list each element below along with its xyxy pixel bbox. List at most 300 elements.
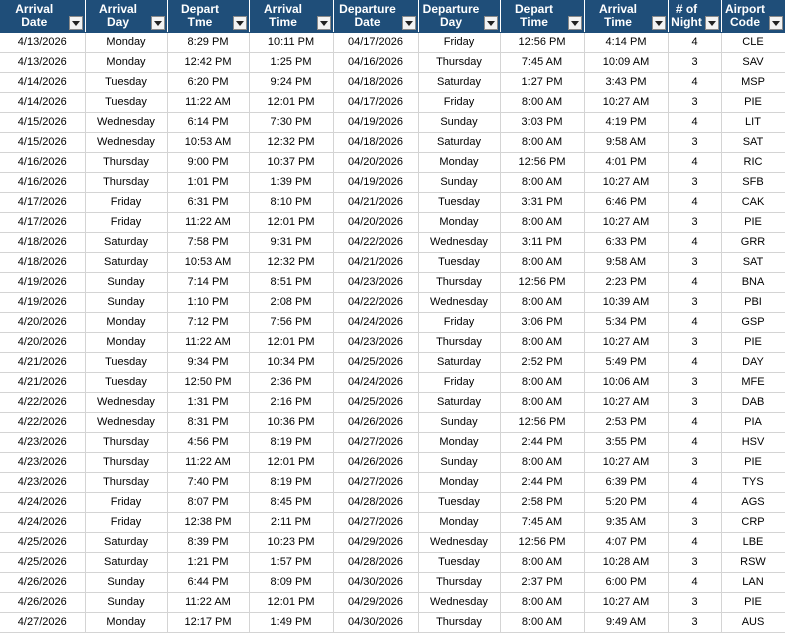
cell-airport-code[interactable]: PIE [721, 453, 785, 473]
cell-arrival-date[interactable]: 4/18/2026 [0, 253, 85, 273]
cell-arrival-time[interactable]: 1:25 PM [249, 53, 333, 73]
cell-arrival-date[interactable]: 4/19/2026 [0, 293, 85, 313]
cell-arrival-date[interactable]: 4/22/2026 [0, 393, 85, 413]
cell-departure-day[interactable]: Thursday [418, 573, 500, 593]
cell-airport-code[interactable]: SAV [721, 53, 785, 73]
cell-nights[interactable]: 4 [668, 533, 721, 553]
cell-arrival-day[interactable]: Tuesday [85, 353, 167, 373]
filter-dropdown-button[interactable] [69, 16, 83, 30]
cell-airport-code[interactable]: GRR [721, 233, 785, 253]
cell-return-arrival-time[interactable]: 6:39 PM [584, 473, 668, 493]
cell-arrival-time[interactable]: 12:01 PM [249, 333, 333, 353]
cell-return-depart-time[interactable]: 8:00 AM [500, 453, 584, 473]
cell-return-arrival-time[interactable]: 10:27 AM [584, 333, 668, 353]
cell-arrival-day[interactable]: Friday [85, 493, 167, 513]
cell-airport-code[interactable]: AGS [721, 493, 785, 513]
cell-arrival-day[interactable]: Sunday [85, 273, 167, 293]
cell-arrival-time[interactable]: 7:56 PM [249, 313, 333, 333]
cell-departure-date[interactable]: 04/25/2026 [333, 353, 418, 373]
cell-arrival-date[interactable]: 4/20/2026 [0, 313, 85, 333]
cell-nights[interactable]: 4 [668, 433, 721, 453]
cell-return-depart-time[interactable]: 8:00 AM [500, 253, 584, 273]
cell-nights[interactable]: 4 [668, 233, 721, 253]
cell-departure-date[interactable]: 04/17/2026 [333, 93, 418, 113]
cell-depart-time[interactable]: 7:14 PM [167, 273, 249, 293]
cell-nights[interactable]: 3 [668, 133, 721, 153]
cell-depart-time[interactable]: 4:56 PM [167, 433, 249, 453]
cell-departure-day[interactable]: Wednesday [418, 233, 500, 253]
filter-dropdown-button[interactable] [151, 16, 165, 30]
cell-airport-code[interactable]: CLE [721, 33, 785, 53]
cell-airport-code[interactable]: LAN [721, 573, 785, 593]
cell-arrival-day[interactable]: Wednesday [85, 133, 167, 153]
cell-arrival-time[interactable]: 10:23 PM [249, 533, 333, 553]
cell-arrival-time[interactable]: 9:24 PM [249, 73, 333, 93]
cell-nights[interactable]: 3 [668, 513, 721, 533]
cell-depart-time[interactable]: 8:07 PM [167, 493, 249, 513]
cell-departure-date[interactable]: 04/19/2026 [333, 113, 418, 133]
cell-nights[interactable]: 4 [668, 113, 721, 133]
cell-arrival-time[interactable]: 2:08 PM [249, 293, 333, 313]
cell-arrival-day[interactable]: Monday [85, 613, 167, 633]
filter-dropdown-button[interactable] [484, 16, 498, 30]
cell-airport-code[interactable]: PBI [721, 293, 785, 313]
cell-arrival-day[interactable]: Tuesday [85, 93, 167, 113]
cell-return-depart-time[interactable]: 8:00 AM [500, 213, 584, 233]
cell-arrival-time[interactable]: 7:30 PM [249, 113, 333, 133]
cell-departure-day[interactable]: Sunday [418, 413, 500, 433]
cell-return-arrival-time[interactable]: 10:28 AM [584, 553, 668, 573]
cell-nights[interactable]: 4 [668, 573, 721, 593]
cell-return-arrival-time[interactable]: 10:27 AM [584, 173, 668, 193]
cell-arrival-date[interactable]: 4/21/2026 [0, 373, 85, 393]
cell-return-depart-time[interactable]: 12:56 PM [500, 533, 584, 553]
cell-departure-date[interactable]: 04/27/2026 [333, 473, 418, 493]
cell-depart-time[interactable]: 12:50 PM [167, 373, 249, 393]
cell-arrival-date[interactable]: 4/15/2026 [0, 113, 85, 133]
cell-return-depart-time[interactable]: 7:45 AM [500, 513, 584, 533]
cell-arrival-date[interactable]: 4/25/2026 [0, 533, 85, 553]
cell-return-arrival-time[interactable]: 10:27 AM [584, 393, 668, 413]
cell-depart-time[interactable]: 7:12 PM [167, 313, 249, 333]
cell-return-depart-time[interactable]: 8:00 AM [500, 373, 584, 393]
cell-arrival-day[interactable]: Sunday [85, 293, 167, 313]
cell-return-arrival-time[interactable]: 4:01 PM [584, 153, 668, 173]
cell-nights[interactable]: 4 [668, 313, 721, 333]
cell-arrival-day[interactable]: Wednesday [85, 113, 167, 133]
cell-arrival-time[interactable]: 10:34 PM [249, 353, 333, 373]
cell-arrival-time[interactable]: 8:09 PM [249, 573, 333, 593]
cell-nights[interactable]: 4 [668, 353, 721, 373]
cell-return-depart-time[interactable]: 8:00 AM [500, 293, 584, 313]
cell-return-arrival-time[interactable]: 3:55 PM [584, 433, 668, 453]
cell-return-depart-time[interactable]: 12:56 PM [500, 33, 584, 53]
cell-arrival-day[interactable]: Thursday [85, 173, 167, 193]
cell-arrival-time[interactable]: 10:36 PM [249, 413, 333, 433]
cell-return-depart-time[interactable]: 8:00 AM [500, 333, 584, 353]
cell-arrival-time[interactable]: 9:31 PM [249, 233, 333, 253]
cell-return-arrival-time[interactable]: 10:09 AM [584, 53, 668, 73]
cell-return-arrival-time[interactable]: 2:23 PM [584, 273, 668, 293]
cell-airport-code[interactable]: HSV [721, 433, 785, 453]
cell-arrival-day[interactable]: Thursday [85, 453, 167, 473]
cell-airport-code[interactable]: BNA [721, 273, 785, 293]
cell-arrival-date[interactable]: 4/23/2026 [0, 473, 85, 493]
cell-departure-day[interactable]: Tuesday [418, 553, 500, 573]
filter-dropdown-button[interactable] [769, 16, 783, 30]
cell-arrival-time[interactable]: 1:39 PM [249, 173, 333, 193]
cell-arrival-time[interactable]: 12:01 PM [249, 213, 333, 233]
cell-nights[interactable]: 4 [668, 273, 721, 293]
cell-airport-code[interactable]: PIE [721, 213, 785, 233]
cell-depart-time[interactable]: 8:39 PM [167, 533, 249, 553]
cell-departure-date[interactable]: 04/24/2026 [333, 373, 418, 393]
cell-departure-day[interactable]: Wednesday [418, 533, 500, 553]
cell-depart-time[interactable]: 11:22 AM [167, 593, 249, 613]
cell-return-arrival-time[interactable]: 9:58 AM [584, 133, 668, 153]
cell-return-arrival-time[interactable]: 4:14 PM [584, 33, 668, 53]
cell-airport-code[interactable]: PIE [721, 593, 785, 613]
cell-departure-day[interactable]: Thursday [418, 273, 500, 293]
cell-airport-code[interactable]: SAT [721, 133, 785, 153]
cell-return-arrival-time[interactable]: 9:58 AM [584, 253, 668, 273]
cell-depart-time[interactable]: 12:38 PM [167, 513, 249, 533]
filter-dropdown-button[interactable] [233, 16, 247, 30]
cell-airport-code[interactable]: LBE [721, 533, 785, 553]
cell-arrival-date[interactable]: 4/19/2026 [0, 273, 85, 293]
cell-arrival-day[interactable]: Wednesday [85, 413, 167, 433]
cell-nights[interactable]: 4 [668, 153, 721, 173]
cell-arrival-date[interactable]: 4/17/2026 [0, 213, 85, 233]
cell-return-depart-time[interactable]: 3:06 PM [500, 313, 584, 333]
cell-return-arrival-time[interactable]: 3:43 PM [584, 73, 668, 93]
cell-departure-day[interactable]: Monday [418, 513, 500, 533]
cell-nights[interactable]: 4 [668, 493, 721, 513]
cell-arrival-time[interactable]: 12:01 PM [249, 93, 333, 113]
cell-return-depart-time[interactable]: 2:44 PM [500, 433, 584, 453]
cell-return-depart-time[interactable]: 2:44 PM [500, 473, 584, 493]
cell-arrival-date[interactable]: 4/26/2026 [0, 573, 85, 593]
cell-nights[interactable]: 3 [668, 613, 721, 633]
cell-return-arrival-time[interactable]: 4:19 PM [584, 113, 668, 133]
cell-arrival-date[interactable]: 4/16/2026 [0, 173, 85, 193]
cell-nights[interactable]: 4 [668, 473, 721, 493]
cell-departure-day[interactable]: Wednesday [418, 293, 500, 313]
cell-arrival-date[interactable]: 4/21/2026 [0, 353, 85, 373]
cell-departure-date[interactable]: 04/23/2026 [333, 333, 418, 353]
cell-departure-date[interactable]: 04/18/2026 [333, 73, 418, 93]
cell-depart-time[interactable]: 1:31 PM [167, 393, 249, 413]
cell-departure-day[interactable]: Friday [418, 93, 500, 113]
cell-arrival-day[interactable]: Saturday [85, 533, 167, 553]
cell-return-arrival-time[interactable]: 10:39 AM [584, 293, 668, 313]
cell-departure-date[interactable]: 04/27/2026 [333, 433, 418, 453]
cell-departure-day[interactable]: Monday [418, 213, 500, 233]
cell-arrival-date[interactable]: 4/24/2026 [0, 493, 85, 513]
cell-departure-date[interactable]: 04/21/2026 [333, 193, 418, 213]
cell-return-arrival-time[interactable]: 10:27 AM [584, 593, 668, 613]
cell-nights[interactable]: 3 [668, 333, 721, 353]
cell-airport-code[interactable]: LIT [721, 113, 785, 133]
cell-depart-time[interactable]: 11:22 AM [167, 333, 249, 353]
cell-departure-date[interactable]: 04/20/2026 [333, 213, 418, 233]
cell-return-depart-time[interactable]: 3:31 PM [500, 193, 584, 213]
cell-departure-day[interactable]: Sunday [418, 453, 500, 473]
cell-return-depart-time[interactable]: 8:00 AM [500, 133, 584, 153]
cell-airport-code[interactable]: DAB [721, 393, 785, 413]
cell-arrival-time[interactable]: 10:37 PM [249, 153, 333, 173]
cell-departure-date[interactable]: 04/30/2026 [333, 613, 418, 633]
cell-arrival-day[interactable]: Monday [85, 333, 167, 353]
cell-arrival-day[interactable]: Thursday [85, 433, 167, 453]
cell-return-depart-time[interactable]: 12:56 PM [500, 273, 584, 293]
cell-nights[interactable]: 3 [668, 373, 721, 393]
cell-return-arrival-time[interactable]: 6:33 PM [584, 233, 668, 253]
filter-dropdown-button[interactable] [705, 16, 719, 30]
cell-airport-code[interactable]: RIC [721, 153, 785, 173]
cell-departure-day[interactable]: Tuesday [418, 493, 500, 513]
cell-arrival-date[interactable]: 4/25/2026 [0, 553, 85, 573]
cell-departure-day[interactable]: Thursday [418, 613, 500, 633]
cell-airport-code[interactable]: SAT [721, 253, 785, 273]
cell-return-depart-time[interactable]: 8:00 AM [500, 393, 584, 413]
cell-depart-time[interactable]: 11:22 AM [167, 213, 249, 233]
cell-return-depart-time[interactable]: 3:11 PM [500, 233, 584, 253]
cell-depart-time[interactable]: 10:53 AM [167, 253, 249, 273]
cell-airport-code[interactable]: AUS [721, 613, 785, 633]
cell-departure-day[interactable]: Saturday [418, 73, 500, 93]
cell-arrival-day[interactable]: Friday [85, 513, 167, 533]
cell-return-arrival-time[interactable]: 10:27 AM [584, 213, 668, 233]
cell-depart-time[interactable]: 6:44 PM [167, 573, 249, 593]
cell-depart-time[interactable]: 1:10 PM [167, 293, 249, 313]
cell-departure-day[interactable]: Monday [418, 153, 500, 173]
cell-arrival-day[interactable]: Saturday [85, 233, 167, 253]
cell-depart-time[interactable]: 11:22 AM [167, 93, 249, 113]
cell-arrival-time[interactable]: 10:11 PM [249, 33, 333, 53]
cell-departure-date[interactable]: 04/24/2026 [333, 313, 418, 333]
cell-return-arrival-time[interactable]: 6:00 PM [584, 573, 668, 593]
cell-departure-date[interactable]: 04/17/2026 [333, 33, 418, 53]
cell-nights[interactable]: 3 [668, 253, 721, 273]
cell-airport-code[interactable]: MFE [721, 373, 785, 393]
cell-arrival-time[interactable]: 8:45 PM [249, 493, 333, 513]
cell-return-arrival-time[interactable]: 5:34 PM [584, 313, 668, 333]
cell-return-depart-time[interactable]: 3:03 PM [500, 113, 584, 133]
cell-arrival-time[interactable]: 2:36 PM [249, 373, 333, 393]
cell-return-arrival-time[interactable]: 6:46 PM [584, 193, 668, 213]
cell-depart-time[interactable]: 8:29 PM [167, 33, 249, 53]
cell-return-arrival-time[interactable]: 10:27 AM [584, 453, 668, 473]
cell-departure-date[interactable]: 04/21/2026 [333, 253, 418, 273]
cell-departure-date[interactable]: 04/22/2026 [333, 293, 418, 313]
cell-return-arrival-time[interactable]: 5:49 PM [584, 353, 668, 373]
cell-arrival-day[interactable]: Tuesday [85, 373, 167, 393]
cell-departure-date[interactable]: 04/19/2026 [333, 173, 418, 193]
cell-arrival-date[interactable]: 4/13/2026 [0, 53, 85, 73]
cell-airport-code[interactable]: CAK [721, 193, 785, 213]
cell-arrival-date[interactable]: 4/27/2026 [0, 613, 85, 633]
cell-arrival-time[interactable]: 2:11 PM [249, 513, 333, 533]
cell-arrival-day[interactable]: Friday [85, 193, 167, 213]
cell-nights[interactable]: 3 [668, 553, 721, 573]
cell-arrival-time[interactable]: 8:51 PM [249, 273, 333, 293]
cell-arrival-day[interactable]: Monday [85, 33, 167, 53]
cell-arrival-day[interactable]: Saturday [85, 553, 167, 573]
cell-departure-day[interactable]: Thursday [418, 53, 500, 73]
cell-depart-time[interactable]: 12:17 PM [167, 613, 249, 633]
cell-departure-day[interactable]: Monday [418, 473, 500, 493]
cell-airport-code[interactable]: PIA [721, 413, 785, 433]
cell-arrival-time[interactable]: 8:19 PM [249, 473, 333, 493]
cell-nights[interactable]: 4 [668, 73, 721, 93]
cell-departure-date[interactable]: 04/28/2026 [333, 553, 418, 573]
cell-airport-code[interactable]: PIE [721, 93, 785, 113]
cell-depart-time[interactable]: 12:42 PM [167, 53, 249, 73]
cell-departure-day[interactable]: Sunday [418, 173, 500, 193]
cell-arrival-date[interactable]: 4/16/2026 [0, 153, 85, 173]
cell-departure-day[interactable]: Tuesday [418, 193, 500, 213]
cell-departure-date[interactable]: 04/29/2026 [333, 593, 418, 613]
cell-nights[interactable]: 3 [668, 453, 721, 473]
cell-departure-date[interactable]: 04/26/2026 [333, 413, 418, 433]
cell-return-arrival-time[interactable]: 4:07 PM [584, 533, 668, 553]
cell-nights[interactable]: 3 [668, 93, 721, 113]
cell-return-arrival-time[interactable]: 2:53 PM [584, 413, 668, 433]
cell-return-arrival-time[interactable]: 9:35 AM [584, 513, 668, 533]
cell-arrival-date[interactable]: 4/26/2026 [0, 593, 85, 613]
cell-arrival-date[interactable]: 4/14/2026 [0, 73, 85, 93]
cell-arrival-time[interactable]: 12:32 PM [249, 133, 333, 153]
cell-nights[interactable]: 3 [668, 173, 721, 193]
cell-return-arrival-time[interactable]: 9:49 AM [584, 613, 668, 633]
cell-return-arrival-time[interactable]: 10:06 AM [584, 373, 668, 393]
cell-departure-date[interactable]: 04/16/2026 [333, 53, 418, 73]
cell-return-depart-time[interactable]: 8:00 AM [500, 593, 584, 613]
cell-departure-date[interactable]: 04/22/2026 [333, 233, 418, 253]
cell-depart-time[interactable]: 6:14 PM [167, 113, 249, 133]
cell-nights[interactable]: 3 [668, 293, 721, 313]
cell-arrival-date[interactable]: 4/20/2026 [0, 333, 85, 353]
cell-departure-day[interactable]: Tuesday [418, 253, 500, 273]
cell-arrival-date[interactable]: 4/23/2026 [0, 433, 85, 453]
cell-arrival-date[interactable]: 4/13/2026 [0, 33, 85, 53]
cell-airport-code[interactable]: DAY [721, 353, 785, 373]
cell-depart-time[interactable]: 1:01 PM [167, 173, 249, 193]
cell-nights[interactable]: 4 [668, 193, 721, 213]
cell-departure-day[interactable]: Friday [418, 373, 500, 393]
cell-arrival-day[interactable]: Tuesday [85, 73, 167, 93]
cell-nights[interactable]: 3 [668, 213, 721, 233]
cell-arrival-day[interactable]: Thursday [85, 153, 167, 173]
cell-arrival-date[interactable]: 4/23/2026 [0, 453, 85, 473]
cell-nights[interactable]: 4 [668, 413, 721, 433]
cell-return-depart-time[interactable]: 8:00 AM [500, 93, 584, 113]
cell-depart-time[interactable]: 8:31 PM [167, 413, 249, 433]
cell-arrival-date[interactable]: 4/17/2026 [0, 193, 85, 213]
cell-departure-day[interactable]: Sunday [418, 113, 500, 133]
cell-departure-date[interactable]: 04/23/2026 [333, 273, 418, 293]
cell-departure-day[interactable]: Saturday [418, 353, 500, 373]
cell-return-depart-time[interactable]: 12:56 PM [500, 153, 584, 173]
cell-departure-date[interactable]: 04/28/2026 [333, 493, 418, 513]
cell-arrival-time[interactable]: 1:57 PM [249, 553, 333, 573]
cell-arrival-day[interactable]: Monday [85, 53, 167, 73]
filter-dropdown-button[interactable] [568, 16, 582, 30]
filter-dropdown-button[interactable] [652, 16, 666, 30]
cell-arrival-day[interactable]: Sunday [85, 593, 167, 613]
cell-depart-time[interactable]: 7:40 PM [167, 473, 249, 493]
cell-arrival-date[interactable]: 4/15/2026 [0, 133, 85, 153]
cell-depart-time[interactable]: 1:21 PM [167, 553, 249, 573]
cell-departure-date[interactable]: 04/27/2026 [333, 513, 418, 533]
cell-depart-time[interactable]: 6:31 PM [167, 193, 249, 213]
cell-depart-time[interactable]: 10:53 AM [167, 133, 249, 153]
cell-arrival-day[interactable]: Thursday [85, 473, 167, 493]
cell-return-depart-time[interactable]: 2:52 PM [500, 353, 584, 373]
cell-departure-day[interactable]: Thursday [418, 333, 500, 353]
cell-airport-code[interactable]: CRP [721, 513, 785, 533]
cell-arrival-time[interactable]: 8:19 PM [249, 433, 333, 453]
filter-dropdown-button[interactable] [402, 16, 416, 30]
cell-departure-date[interactable]: 04/25/2026 [333, 393, 418, 413]
cell-arrival-time[interactable]: 8:10 PM [249, 193, 333, 213]
cell-arrival-date[interactable]: 4/18/2026 [0, 233, 85, 253]
cell-nights[interactable]: 4 [668, 33, 721, 53]
cell-arrival-day[interactable]: Sunday [85, 573, 167, 593]
cell-departure-day[interactable]: Saturday [418, 133, 500, 153]
cell-arrival-date[interactable]: 4/14/2026 [0, 93, 85, 113]
cell-airport-code[interactable]: RSW [721, 553, 785, 573]
cell-arrival-time[interactable]: 1:49 PM [249, 613, 333, 633]
cell-depart-time[interactable]: 9:00 PM [167, 153, 249, 173]
cell-arrival-day[interactable]: Friday [85, 213, 167, 233]
cell-departure-date[interactable]: 04/20/2026 [333, 153, 418, 173]
cell-departure-day[interactable]: Saturday [418, 393, 500, 413]
cell-depart-time[interactable]: 11:22 AM [167, 453, 249, 473]
cell-departure-date[interactable]: 04/18/2026 [333, 133, 418, 153]
cell-depart-time[interactable]: 6:20 PM [167, 73, 249, 93]
cell-return-depart-time[interactable]: 12:56 PM [500, 413, 584, 433]
cell-airport-code[interactable]: GSP [721, 313, 785, 333]
cell-return-arrival-time[interactable]: 10:27 AM [584, 93, 668, 113]
cell-airport-code[interactable]: PIE [721, 333, 785, 353]
cell-return-depart-time[interactable]: 2:37 PM [500, 573, 584, 593]
cell-return-depart-time[interactable]: 7:45 AM [500, 53, 584, 73]
cell-return-depart-time[interactable]: 8:00 AM [500, 173, 584, 193]
cell-nights[interactable]: 3 [668, 53, 721, 73]
cell-return-depart-time[interactable]: 8:00 AM [500, 613, 584, 633]
cell-airport-code[interactable]: TYS [721, 473, 785, 493]
cell-departure-date[interactable]: 04/30/2026 [333, 573, 418, 593]
cell-depart-time[interactable]: 9:34 PM [167, 353, 249, 373]
cell-departure-day[interactable]: Friday [418, 33, 500, 53]
cell-airport-code[interactable]: MSP [721, 73, 785, 93]
cell-return-depart-time[interactable]: 1:27 PM [500, 73, 584, 93]
cell-departure-day[interactable]: Friday [418, 313, 500, 333]
cell-airport-code[interactable]: SFB [721, 173, 785, 193]
cell-departure-day[interactable]: Wednesday [418, 593, 500, 613]
cell-nights[interactable]: 3 [668, 593, 721, 613]
cell-nights[interactable]: 3 [668, 393, 721, 413]
cell-arrival-day[interactable]: Saturday [85, 253, 167, 273]
cell-arrival-date[interactable]: 4/22/2026 [0, 413, 85, 433]
filter-dropdown-button[interactable] [317, 16, 331, 30]
cell-arrival-time[interactable]: 2:16 PM [249, 393, 333, 413]
cell-return-depart-time[interactable]: 2:58 PM [500, 493, 584, 513]
cell-depart-time[interactable]: 7:58 PM [167, 233, 249, 253]
cell-return-arrival-time[interactable]: 5:20 PM [584, 493, 668, 513]
